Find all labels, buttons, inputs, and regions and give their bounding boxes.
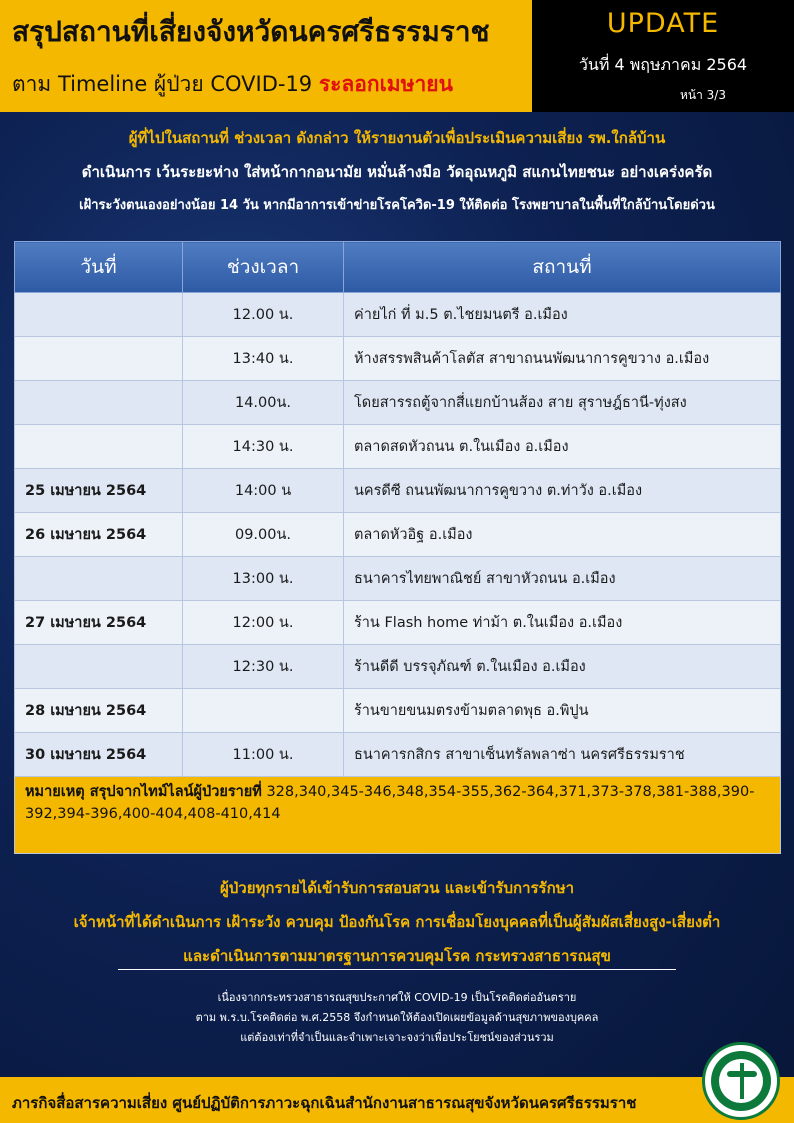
row-place: ค่ายไก่ ที่ ม.5 ต.ไชยมนตรี อ.เมือง <box>344 293 781 337</box>
closing-line-3: และดำเนินการตามมาตรฐานการควบคุมโรค กระทรวงสาธารณสุข <box>183 947 611 965</box>
row-place: ร้าน Flash home ท่าม้า ต.ในเมือง อ.เมือง <box>344 601 781 645</box>
legal-line-1: เนื่องจากกระทรวงสาธารณสุขประกาศให้ COVID-19 เป็นโรคติดต่ออันตราย <box>217 991 577 1004</box>
subtitle-highlight: ระลอกเมษายน <box>318 72 453 96</box>
note-label: หมายเหตุ สรุปจากไทม์ไลน์ผู้ป่วยรายที่ <box>25 784 262 800</box>
table-row <box>15 425 781 469</box>
table-row <box>15 469 781 513</box>
note-cell <box>15 777 781 854</box>
row-place: ห้างสรรพสินค้าโลตัส สาขาถนนพัฒนาการคูขวาง อ.เมือง <box>344 337 781 381</box>
table-row <box>15 601 781 645</box>
header-title-box <box>0 0 532 112</box>
table-row <box>15 645 781 689</box>
ministry-of-public-health-logo-icon <box>702 1042 780 1120</box>
table-row <box>15 689 781 733</box>
table-header-row <box>15 242 781 293</box>
row-place: ร้านดีดี บรรจุภัณฑ์ ต.ในเมือง อ.เมือง <box>344 645 781 689</box>
row-place: ตลาดสดหัวถนน ต.ในเมือง อ.เมือง <box>344 425 781 469</box>
row-place: ธนาคารกสิกร สาขาเซ็นทรัลพลาซ่า นครศรีธรรมราช <box>344 733 781 777</box>
closing-line-1: ผู้ป่วยทุกรายได้เข้ารับการสอบสวน และเข้ารับการรักษา <box>219 879 575 897</box>
footer-text: ภารกิจสื่อสารความเสี่ยง ศูนย์ปฏิบัติการภาวะฉุกเฉินสำนักงานสาธารณสุขจังหวัดนครศรีธรรมราช <box>12 1094 637 1112</box>
update-date: วันที่ 4 พฤษภาคม 2564 <box>578 55 748 74</box>
intro-line-2: ดำเนินการ เว้นระยะห่าง ใส่หน้ากากอนามัย หมั่นล้างมือ วัดอุณหภูมิ สแกนไทยชนะ อย่างเคร่งครัด <box>81 163 713 181</box>
row-time: 13:00 น. <box>183 557 344 601</box>
table-row <box>15 293 781 337</box>
update-box <box>532 0 794 112</box>
closing-statement <box>0 876 794 968</box>
row-date <box>15 645 183 689</box>
row-date: 27 เมษายน 2564 <box>15 601 183 645</box>
intro-line-3: เฝ้าระวังตนเองอย่างน้อย 14 วัน หากมีอาการเข้าข่ายโรคโควิด-19 ให้ติดต่อ โรงพยาบาลในพื้นที่ใกล้บ้านโดยด่วน <box>79 198 715 213</box>
row-time: 13:40 น. <box>183 337 344 381</box>
row-time: 12.00 น. <box>183 293 344 337</box>
table-row <box>15 557 781 601</box>
row-date <box>15 425 183 469</box>
row-date: 28 เมษายน 2564 <box>15 689 183 733</box>
row-date <box>15 337 183 381</box>
page-subtitle <box>12 68 532 101</box>
intro-instructions <box>0 126 794 215</box>
footer-bar <box>0 1077 794 1123</box>
row-date <box>15 557 183 601</box>
row-time: 14:30 น. <box>183 425 344 469</box>
update-label: UPDATE <box>606 8 720 39</box>
intro-line-1: ผู้ที่ไปในสถานที่ ช่วงเวลา ดังกล่าว ให้รายงานตัวเพื่อประเมินความเสี่ยง รพ.ใกล้บ้าน <box>128 129 666 147</box>
row-date <box>15 381 183 425</box>
note-row <box>15 777 781 854</box>
row-time: 11:00 น. <box>183 733 344 777</box>
legal-line-2: ตาม พ.ร.บ.โรคติดต่อ พ.ศ.2558 จึงกำหนดให้ต้องเปิดเผยข้อมูลด้านสุขภาพของบุคคล <box>195 1011 599 1024</box>
row-date: 25 เมษายน 2564 <box>15 469 183 513</box>
row-date: 26 เมษายน 2564 <box>15 513 183 557</box>
row-time: 09.00น. <box>183 513 344 557</box>
row-place: นครดีซี ถนนพัฒนาการคูขวาง ต.ท่าวัง อ.เมือง <box>344 469 781 513</box>
table-row <box>15 513 781 557</box>
closing-line-2: เจ้าหน้าที่ได้ดำเนินการ เฝ้าระวัง ควบคุม ป้องกันโรค การเชื่อมโยงบุคคลที่เป็นผู้สัมผัสเสี่ยงสูง-เสี่ยงต่ำ <box>73 913 721 931</box>
header-time: ช่วงเวลา <box>183 242 344 293</box>
header-date: วันที่ <box>15 242 183 293</box>
row-date: 30 เมษายน 2564 <box>15 733 183 777</box>
table-row <box>15 381 781 425</box>
row-time: 12:00 น. <box>183 601 344 645</box>
divider <box>118 969 676 970</box>
header-place: สถานที่ <box>344 242 781 293</box>
row-time: 14:00 น <box>183 469 344 513</box>
legal-line-3: แต่ต้องเท่าที่จำเป็นและจำเพาะเจาะจงว่าเพื่อประโยชน์ของส่วนรวม <box>240 1031 554 1044</box>
page-number: หน้า 3/3 <box>680 88 726 102</box>
row-place: ร้านขายขนมตรงข้ามตลาดพุธ อ.พิปูน <box>344 689 781 733</box>
row-place: ตลาดหัวอิฐ อ.เมือง <box>344 513 781 557</box>
row-date <box>15 293 183 337</box>
table-row <box>15 337 781 381</box>
page-title: สรุปสถานที่เสี่ยงจังหวัดนครศรีธรรมราช <box>12 15 490 48</box>
row-place: ธนาคารไทยพาณิชย์ สาขาหัวถนน อ.เมือง <box>344 557 781 601</box>
row-time: 12:30 น. <box>183 645 344 689</box>
legal-notice <box>0 988 794 1048</box>
note-case-list: 328,340,345-346,348,354-355,362-364,371,373-378,381-388,390-392,394-396,400-404,408-410,414 <box>25 784 755 822</box>
subtitle-text: ตาม Timeline ผู้ป่วย COVID-19 <box>12 72 313 96</box>
table-row <box>15 733 781 777</box>
row-place: โดยสารรถตู้จากสี่แยกบ้านส้อง สาย สุราษฎ์ธานี-ทุ่งสง <box>344 381 781 425</box>
row-time: 14.00น. <box>183 381 344 425</box>
timeline-table <box>14 241 781 854</box>
row-time <box>183 689 344 733</box>
